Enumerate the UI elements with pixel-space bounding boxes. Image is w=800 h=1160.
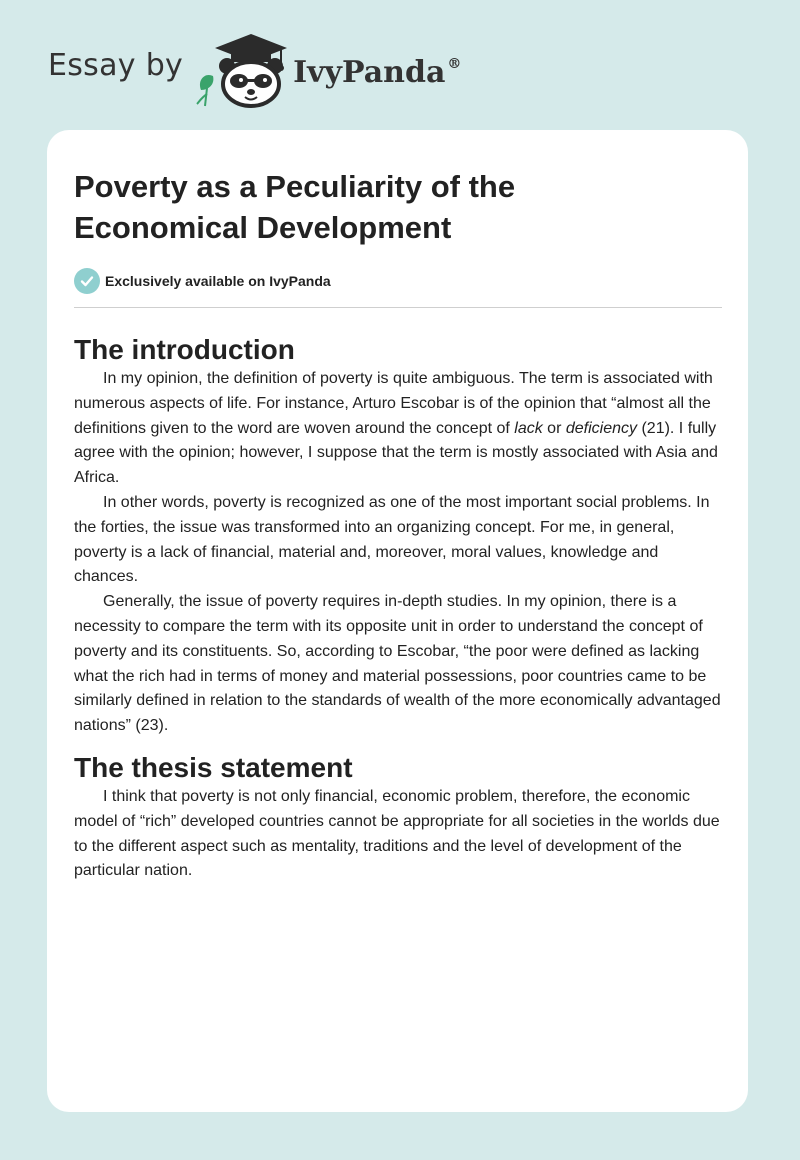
panda-logo-icon[interactable]: [195, 32, 291, 108]
essay-by-label: Essay by: [48, 47, 184, 83]
exclusive-badge-label: Exclusively available on IvyPanda: [105, 273, 331, 289]
essay-card: [47, 130, 748, 1112]
paragraph: I think that poverty is not only financial, economic problem, therefore, the economic model of “rich” developed countries cannot be appropriate for all societies in the worlds due to the different aspect such as mentality, traditions and the level of development of the particular nation.: [74, 787, 720, 880]
brand-name[interactable]: [293, 55, 461, 90]
paragraph-text: In my opinion, the definition of poverty is quite ambiguous. The term is associated with numerous aspects of life. For instance, Arturo Escobar is of the opinion that “almost all the definitions given to the word are woven around the concept of: [74, 370, 713, 437]
checkmark-icon: [74, 268, 100, 294]
section-heading-thesis: The thesis statement: [74, 751, 353, 783]
paragraph-text: or: [542, 419, 566, 437]
emphasis-deficiency: deficiency: [565, 419, 638, 437]
essay-title: Poverty as a Peculiarity of the Economical Development: [74, 169, 516, 245]
paragraph: Generally, the issue of poverty requires in-depth studies. In my opinion, there is a necessity to compare the term with its opposite unit in order to understand the concept of poverty and its constituents. So, according to Escobar, “the poor were defined as lacking what the rich had in terms of money and material possessions, poor countries came to be similarly defined in relation to the standards of wealth of the more economically advantaged nations” (23).: [74, 593, 721, 735]
section-heading-introduction: The introduction: [74, 334, 295, 365]
emphasis-lack: lack: [514, 419, 543, 437]
divider: [74, 307, 722, 308]
paragraph: [74, 367, 722, 491]
site-header: [48, 30, 748, 110]
brand-text: IvyPanda: [293, 54, 446, 90]
registered-mark: ®: [447, 55, 462, 72]
paragraph-text: (21). I fully agree with the opinion; however, I suppose that the term is mostly associated with Asia and Africa.: [74, 419, 718, 487]
paragraph: In other words, poverty is recognized as one of the most important social problems. In the forties, the issue was transformed into an organizing concept. For me, in general, poverty is a lack of financial, material and, moreover, moral values, knowledge and chances.: [74, 493, 710, 586]
exclusive-badge: [74, 268, 722, 294]
